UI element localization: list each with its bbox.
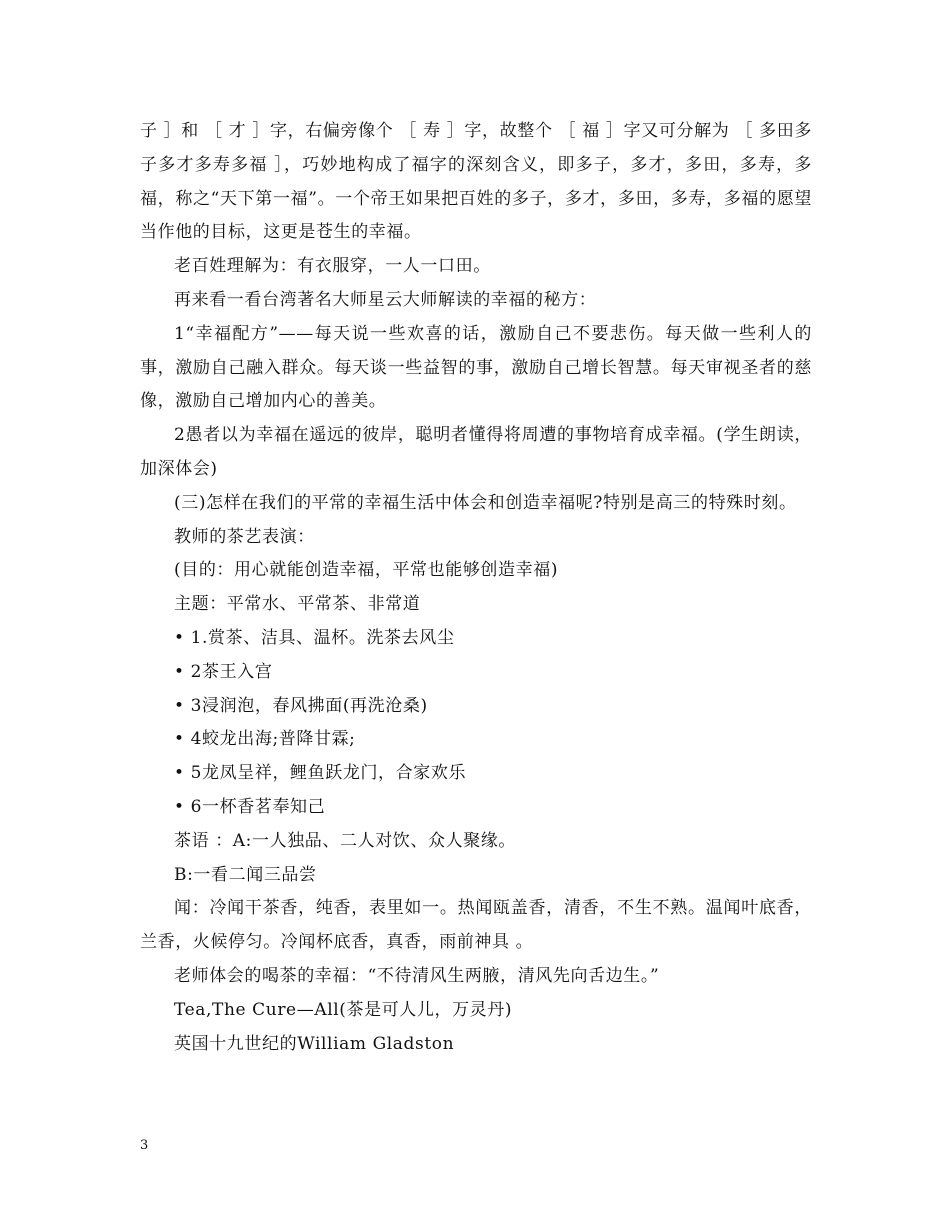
document-body: [140, 115, 812, 1061]
paragraph-purpose: (目的：用心就能创造幸福，平常也能够创造幸福): [174, 560, 559, 581]
paragraph-theme: 主题：平常水、平常茶、非常道: [174, 594, 421, 615]
paragraph-happiness-recipe: 1“幸福配方”——每天说一些欢喜的话，激励自己不要悲伤。每天做一些利人的事，激励自己融入群众。每天谈一些益智的事，激励自己增长智慧。每天审视圣者的慈像，激励自己增加内心的善美。: [140, 323, 812, 412]
paragraph-fu-character: 子 ］和 ［ 才 ］字，右偏旁像个 ［ 寿 ］字，故整个 ［ 福 ］字又可分解为 ［ 多田多子多才多寿多福 ］，巧妙地构成了福字的深刻含义，即多子，多才，多田，多寿，多福，称之“天下第一福”。一个帝王如果把百姓的多子，多才，多田，多寿，多福的愿望当作他的目标，这更是苍生的幸福。: [140, 121, 812, 243]
paragraph-tea-performance: 教师的茶艺表演：: [174, 526, 315, 547]
list-item: • 6一杯香茗奉知己: [174, 796, 326, 817]
page-number: 3: [140, 1138, 149, 1153]
paragraph-xingyun-intro: 再来看一看台湾著名大师星云大师解读的幸福的秘方：: [174, 289, 597, 310]
paragraph-gladston: 英国十九世纪的William Gladston: [174, 1033, 455, 1054]
paragraph-smell: 闻：冷闻干茶香，纯香，表里如一。热闻瓯盖香，清香，不生不熟。温闻叶底香，兰香，火候停匀。冷闻杯底香，真香，雨前神具 。: [140, 898, 812, 953]
paragraph-section-three: (三)怎样在我们的平常的幸福生活中体会和创造幸福呢?特别是高三的特殊时刻。: [174, 492, 797, 513]
paragraph-wise-and-foolish: 2愚者以为幸福在遥远的彼岸，聪明者懂得将周遭的事物培育成幸福。(学生朗读，加深体会): [140, 425, 812, 479]
paragraph-common-people: 老百姓理解为：有衣服穿，一人一口田。: [174, 256, 491, 277]
paragraph-tea-cure-all: Tea,The Cure—All(茶是可人儿，万灵丹): [174, 999, 513, 1020]
list-item: • 1.赏茶、洁具、温杯。洗茶去风尘: [174, 627, 455, 648]
paragraph-look-smell-taste: B:一看二闻三品尝: [174, 864, 317, 885]
list-item: • 2茶王入宫: [174, 661, 273, 682]
paragraph-tea-words: 茶语 ：A:一人独品、二人对饮、众人聚缘。: [174, 830, 517, 851]
paragraph-teacher-feeling: 老师体会的喝茶的幸福：“不待清风生两腋，清风先向舌边生。”: [174, 965, 660, 986]
list-item: • 4蛟龙出海;普降甘霖;: [174, 729, 356, 750]
list-item: • 3浸润泡，春风拂面(再洗沧桑): [174, 695, 428, 716]
list-item: • 5龙凤呈祥，鲤鱼跃龙门，合家欢乐: [174, 763, 467, 784]
